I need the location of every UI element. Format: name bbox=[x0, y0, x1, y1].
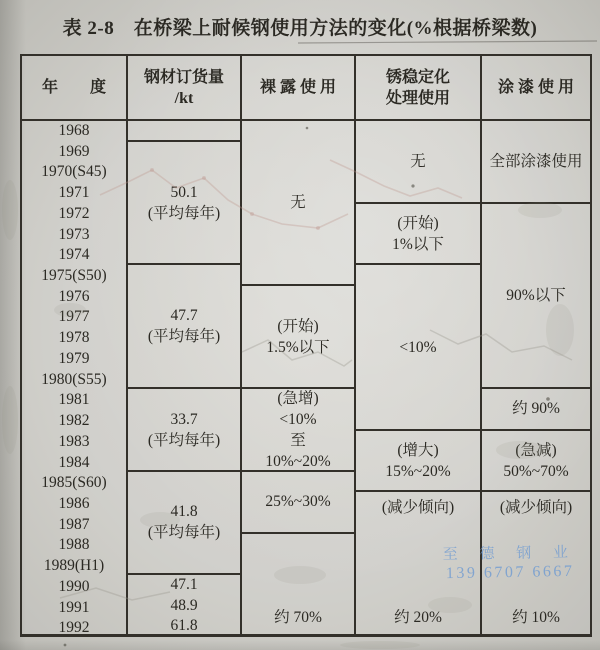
data-table bbox=[20, 54, 592, 637]
year-label: 1981 bbox=[58, 391, 90, 409]
cell-text: 1.5%以下 bbox=[266, 338, 330, 356]
year-label: 1978 bbox=[58, 329, 90, 347]
year-label: 1976 bbox=[58, 287, 90, 305]
cell-text: 47.1 bbox=[170, 576, 198, 594]
cell-order-span1 bbox=[128, 121, 240, 142]
cell-text: 约 90% bbox=[512, 400, 560, 418]
cell-order-span5 bbox=[128, 472, 240, 575]
bare-column bbox=[242, 121, 356, 637]
cell-order-span6 bbox=[128, 265, 240, 389]
cell-text: 47.7 bbox=[170, 307, 198, 325]
header-painted-use bbox=[482, 56, 590, 119]
header-rust-stabilized bbox=[356, 56, 482, 119]
year-label: 1985(S60) bbox=[41, 474, 107, 492]
cell-text: 50%~70% bbox=[503, 462, 569, 480]
cell-text: 50.1 bbox=[170, 183, 198, 201]
cell-text: 15%~20% bbox=[385, 462, 451, 480]
cell-bare-span5 bbox=[242, 534, 354, 637]
cell-rust-span7 bbox=[356, 492, 480, 637]
cell-order-span3 bbox=[128, 575, 240, 637]
year-label: 1986 bbox=[58, 494, 90, 512]
cell-text: 约 10% bbox=[512, 609, 560, 626]
cell-text: (平均每年) bbox=[147, 328, 221, 346]
header-steel-order bbox=[128, 56, 242, 119]
cell-bare-span8 bbox=[242, 121, 354, 286]
year-label: 1972 bbox=[58, 204, 90, 222]
cell-rust-span8 bbox=[356, 265, 480, 430]
year-label: 1988 bbox=[58, 536, 90, 554]
cell-text: 90%以下 bbox=[506, 286, 566, 304]
rust-column bbox=[356, 121, 482, 637]
watermark-phone: 139 6707 6667 bbox=[445, 562, 575, 583]
cell-text: 全部涂漆使用 bbox=[489, 152, 583, 170]
year-label: 1987 bbox=[58, 515, 90, 533]
year-label: 1974 bbox=[58, 246, 90, 264]
cell-text: 无 bbox=[410, 152, 426, 170]
year-label: 1982 bbox=[58, 412, 90, 430]
cell-rust-span3 bbox=[356, 431, 480, 493]
cell-text: 无 bbox=[290, 194, 306, 212]
cell-bare-span3 bbox=[242, 472, 354, 534]
header-rust-line1: 锈稳定化 bbox=[385, 68, 450, 86]
cell-order-span6 bbox=[128, 142, 240, 266]
year-label: 1968 bbox=[58, 122, 90, 139]
cell-paint-span2 bbox=[482, 389, 590, 430]
year-label: 1989(H1) bbox=[43, 557, 105, 575]
watermark-company: 至 德 钢 业 bbox=[442, 544, 578, 564]
cell-text: 1%以下 bbox=[392, 235, 444, 253]
cell-text: 25%~30% bbox=[265, 493, 331, 511]
cell-text: 10%~20% bbox=[265, 452, 331, 470]
order-column bbox=[128, 121, 242, 637]
year-label: 1971 bbox=[58, 184, 90, 202]
cell-rust-span4 bbox=[356, 121, 480, 204]
cell-paint-span3 bbox=[482, 431, 590, 493]
header-steel-order-line1: 钢材订货量 bbox=[143, 68, 224, 86]
cell-text: (平均每年) bbox=[147, 204, 221, 222]
year-label: 1969 bbox=[58, 142, 90, 160]
header-painted-use-label: 涂 漆 使 用 bbox=[497, 79, 574, 96]
header-year bbox=[22, 56, 128, 119]
table-body bbox=[22, 121, 590, 637]
cell-order-span4 bbox=[128, 389, 240, 472]
year-label: 1992 bbox=[58, 619, 90, 637]
cell-text: (平均每年) bbox=[147, 431, 221, 449]
cell-text: (急减) bbox=[515, 441, 557, 459]
stray-line-artifact bbox=[298, 41, 597, 43]
header-rust-line2: 处理使用 bbox=[385, 89, 450, 107]
cell-text: 至 bbox=[290, 431, 306, 449]
paint-column bbox=[482, 121, 590, 637]
cell-text: 48.9 bbox=[170, 596, 198, 614]
year-label: 1984 bbox=[58, 453, 90, 471]
cell-text: (开始) bbox=[277, 317, 319, 335]
cell-text: (减少倾向) bbox=[381, 499, 455, 517]
year-label: 1983 bbox=[58, 432, 90, 450]
table-title: 表 2-8 在桥梁上耐候钢使用方法的变化(%根据桥梁数) bbox=[62, 18, 538, 39]
year-label: 1973 bbox=[58, 225, 90, 243]
cell-bare-span4 bbox=[242, 389, 354, 472]
year-label: 1975(S50) bbox=[41, 267, 107, 285]
year-column bbox=[22, 121, 128, 637]
cell-text: (开始) bbox=[397, 214, 439, 232]
header-steel-order-line2: /kt bbox=[174, 89, 194, 107]
cell-paint-span4 bbox=[482, 121, 590, 204]
year-label: 1990 bbox=[58, 577, 90, 595]
year-label: 1980(S55) bbox=[41, 370, 107, 388]
header-bare-use-label: 裸 露 使 用 bbox=[259, 79, 336, 96]
year-label: 1970(S45) bbox=[41, 163, 107, 181]
cell-paint-span7 bbox=[482, 492, 590, 637]
year-label: 1979 bbox=[58, 349, 90, 367]
cell-text: 41.8 bbox=[170, 503, 198, 521]
cell-text: (急增) bbox=[277, 389, 319, 407]
page-bottom-shading bbox=[0, 640, 600, 650]
cell-bare-span5 bbox=[242, 286, 354, 389]
cell-text: 约 70% bbox=[274, 609, 322, 626]
year-label: 1991 bbox=[58, 598, 90, 616]
cell-text: (增大) bbox=[397, 441, 439, 459]
cell-rust-span3 bbox=[356, 204, 480, 266]
cell-text: 33.7 bbox=[170, 410, 198, 428]
cell-paint-span9 bbox=[482, 204, 590, 390]
cell-text: 约 20% bbox=[394, 609, 442, 626]
cell-text: <10% bbox=[279, 410, 317, 428]
year-label: 1977 bbox=[58, 308, 90, 326]
cell-text: 61.8 bbox=[170, 617, 198, 635]
cell-text: (平均每年) bbox=[147, 524, 221, 542]
cell-text: (减少倾向) bbox=[499, 499, 573, 517]
cell-text: <10% bbox=[399, 338, 437, 356]
header-year-label: 年 度 bbox=[41, 79, 106, 96]
table-header-row bbox=[22, 56, 590, 121]
header-bare-use bbox=[242, 56, 356, 119]
